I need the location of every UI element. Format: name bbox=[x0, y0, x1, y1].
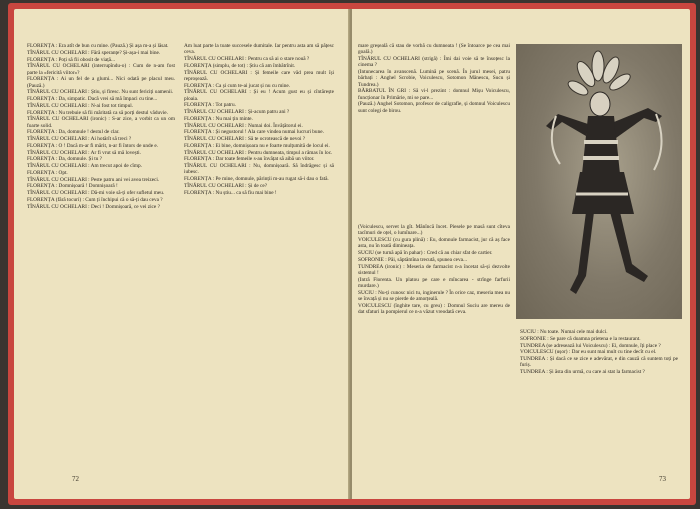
paragraph: TÎNĂRUL CU OCHELARI : Ai hotărît să treci ? bbox=[27, 136, 132, 142]
paragraph: (Voiculescu, servet la gît. Mănîncă încet. Piesele pe masă sunt cîteva tacîmuri de oțel, o lumînare...) bbox=[358, 224, 510, 237]
paragraph: FLORENȚA : Nu trebuie să fii măritată ca să porți destul văduvie. bbox=[27, 109, 168, 116]
right-column-3 bbox=[520, 329, 678, 469]
paragraph: TÎNĂRUL CU OCHELARI : Știu, și firesc. Nu sunt fericiți oamenii. bbox=[27, 89, 174, 96]
paragraph: TÎNĂRUL CU OCHELARI : N-ai fost tot timpul. bbox=[27, 102, 134, 109]
paragraph: VOICULESCU (înghite tare, cu greu) : Domnul Suciu are mereu de dat sfaturi la pompierul ce n-a văzut vreodată ceva. bbox=[358, 302, 510, 315]
paragraph: FLORENȚA : Tot patru. bbox=[184, 102, 236, 109]
paragraph: FLORENȚA (fără tocuri) : Cum ți închipui că o să-ți dau ceva ? bbox=[27, 196, 163, 203]
paragraph: FLORENȚA : O ! Dacă m-ar fi mărit, n-ar fi întors de unde e. bbox=[27, 142, 159, 149]
paragraph: TÎNĂRUL CU OCHELARI : Dă-mi voie să-ți ofer sufletul meu. bbox=[27, 190, 165, 196]
paragraph: FLORENȚA : Și negustorul ! Ala care vindea numai lucruri bune. bbox=[184, 129, 324, 136]
paragraph: FLORENȚA : Domnișoară ! Domnișoară ! bbox=[27, 183, 118, 190]
paragraph: Am luat parte la toate succesele dumitale. Iar pentru asta am să pățesc ceva. bbox=[184, 43, 334, 56]
paragraph: TÎNĂRUL CU OCHELARI (ironic) : S-ar zice, a vorbit ca un om foarte solid. bbox=[27, 116, 175, 129]
paragraph: FLORENȚA : Dar toate femeile s-au învățat să aibă un viitor. bbox=[184, 156, 315, 163]
paragraph: SOFRONIE : Se pare că doamna prietena e la restaurant. bbox=[520, 335, 641, 342]
paragraph: TÎNĂRUL CU OCHELARI : Numai doi. Învățătorul ei. bbox=[184, 122, 303, 129]
paragraph: TUNDREA : Și dacă ce se zice e adevărat, e din cauză că suntem toți pe furiș. bbox=[520, 356, 678, 369]
paragraph: (Intunecarea în avanscenă. Lumină pe scenă. În jurul mesei, patru bărbați : Anghel Scrobie, Voiculescu, Sotomon Mânescu, Sucu și Tundrea.) bbox=[358, 69, 510, 88]
paragraph: TÎNĂRUL CU OCHELARI : Peste patru ani vei avea treizeci. bbox=[27, 176, 160, 183]
page-number-right: 73 bbox=[659, 475, 666, 483]
paragraph: FLORENȚA : Ei bine, domnișoara nu e foarte mulțumită de locul ei. bbox=[184, 142, 330, 149]
dancer-photo bbox=[516, 44, 682, 319]
paragraph: TÎNĂRUL CU OCHELARI : Și-acum patru ani ? bbox=[184, 109, 290, 115]
paragraph: FLORENȚA : Da, domnule. Și tu ? bbox=[27, 156, 103, 163]
paragraph: TÎNĂRUL CU OCHELARI : Și eu ! Acum gust eu și cîntărește ploaia. bbox=[184, 89, 334, 102]
paragraph: TUNDREA (se adresează lui Voiculescu) : Ei, domnule, îți place ? bbox=[520, 342, 661, 349]
paragraph: TÎNĂRUL CU OCHELARI : Și de ce? bbox=[184, 182, 268, 189]
paragraph: FLORENȚA (simplu, de tot) : Știu că am îmbătrînit. bbox=[184, 62, 296, 69]
paragraph: FLORENȚA : Pe mine, domnule, părinții m-au rugat să-i dau o fată. bbox=[184, 176, 329, 182]
paragraph: FLORENȚA : Nu știu... ca să fiu mai bine ! bbox=[184, 189, 277, 196]
paragraph: TÎNĂRUL CU OCHELARI : Am trecut apoi de cîmp. bbox=[27, 163, 142, 169]
paragraph: TÎNĂRUL CU OCHELARI (strigă) : Îmi dai voie să te însoțesc la cinema ? bbox=[358, 56, 510, 69]
paragraph: FLORENȚA : Ca și cum te-ai jucat și nu cu mine. bbox=[184, 82, 291, 89]
paragraph: TÎNĂRUL CU OCHELARI : Nu, domnișoară. Să îndrăgesc și să iubesc. bbox=[184, 163, 334, 176]
left-column-2 bbox=[184, 43, 334, 477]
paragraph: FLORENȚA : Opt. bbox=[27, 169, 68, 176]
dancer-figure-icon bbox=[516, 44, 682, 319]
paragraph: FLORENȚA : Da, simpatic. Dacă vrei să mă împaci cu tine... bbox=[27, 96, 158, 102]
right-column-1 bbox=[358, 43, 510, 188]
paragraph: TÎNĂRUL CU OCHELARI : Pentru dumneata, timpul a rămas în loc. bbox=[184, 149, 333, 156]
paragraph: TÎNĂRUL CU OCHELARI : Fără speranțe? Și-așa-i mai bine. bbox=[27, 49, 161, 56]
paragraph: TUNDREA : Și ăsta din urmă, cu care ai stat la farmacist ? bbox=[520, 369, 645, 375]
left-page bbox=[14, 9, 350, 499]
right-column-2 bbox=[358, 224, 510, 470]
paragraph: TUNDREA (ironic) : Meseria de farmacist n-a încetat să-și dezvolte sistemul ! bbox=[358, 263, 510, 276]
paragraph: mare greșeală că stau de vorbă cu dumneata ! (Se întoarce pe cea mai goală.) bbox=[358, 43, 510, 56]
paragraph: FLORENȚA : Da, domnule ! destul de clar. bbox=[27, 129, 120, 136]
paragraph: FLORENȚA : Era atît de bun cu mine. (Pauză.) Și așa m-a și lăsat. bbox=[27, 43, 169, 49]
paragraph: FLORENȚA : Nu mai țin minte. bbox=[184, 115, 253, 122]
paragraph: SUCIU : Nu-ți cunosc nici tu, inginerule ? În orice caz, meseria mea nu se învață și nu se pierde de amorțeală. bbox=[358, 289, 510, 302]
page-number-left: 72 bbox=[72, 475, 79, 483]
paragraph: TÎNĂRUL CU OCHELARI : Deci ! Domnișoară, ce vei zice ? bbox=[27, 203, 160, 210]
left-column-1 bbox=[27, 43, 175, 477]
paragraph: TÎNĂRUL CU OCHELARI : Să te ocrotească de nevoi ? bbox=[184, 136, 306, 142]
paragraph: VOICULESCU (ușor) : Dar eu sunt mai mult cu tine decît cu el. bbox=[520, 349, 657, 356]
paragraph: VOICULESCU (cu gura plină) : Eu, domnule farmacist, jur că aș face asta, nu în toată dimineața. bbox=[358, 237, 510, 250]
book-spread bbox=[8, 3, 696, 505]
paragraph: FLORENȚA : Ai un fel de a glumi... Nici odată pe placul meu. (Pauză.) bbox=[27, 76, 175, 89]
paragraph: (Intră Florenta. Un platou pe care e mîncarea - strînge farfurii murdare.) bbox=[358, 276, 510, 289]
paragraph: SOFRONIE : Păi, săptămîna trecută, spunea ceva... bbox=[358, 256, 467, 263]
paragraph: SUCIU (se turnă apă în pahar) : Cred că au chiar sfat de cartier. bbox=[358, 250, 493, 256]
paragraph: TÎNĂRUL CU OCHELARI : Și femeile care văd prea mult își reproșează. bbox=[184, 69, 334, 82]
paragraph: SUCIU : Nu toate. Numai cele mai dulci. bbox=[520, 329, 608, 335]
paragraph: (Pauză.) Anghel Sotomon, profesor de caligrafie, și domnul Voiculescu sunt colegi de birou. bbox=[358, 101, 510, 114]
paragraph: FLORENȚA : Poți să fii obosit de viață... bbox=[27, 56, 115, 63]
right-page bbox=[352, 9, 690, 499]
paragraph: TÎNĂRUL CU OCHELARI : Ar fi vrut să mă lovești. bbox=[27, 149, 141, 156]
paragraph: TÎNĂRUL CU OCHELARI : Pentru ca să ai o stare nouă ? bbox=[184, 56, 310, 62]
paragraph: BĂRBATUL ÎN GRI : Să vi-l prezint : domnul Mișu Voiculescu, funcționar în Primărie, mi se pare... bbox=[358, 88, 510, 101]
paragraph: TÎNĂRUL CU OCHELARI (interrupîndu-o) : Cum de n-am fost parte la «fericită viitor»? bbox=[27, 63, 175, 76]
